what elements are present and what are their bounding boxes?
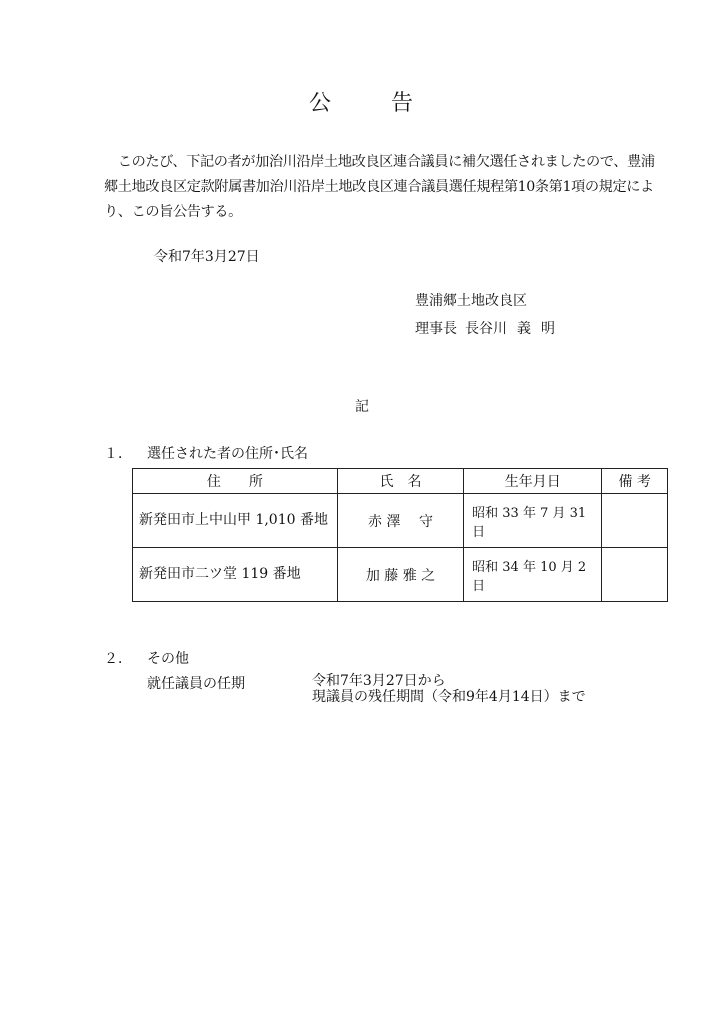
section2-number: ２． [104, 651, 132, 667]
issuer-representative [415, 318, 555, 338]
term-label: 就任議員の任期 [147, 676, 245, 692]
row1-birth-date: 昭和 33 年 7 月 31 日 [464, 494, 602, 548]
issuer-given-name-1: 義 [517, 321, 531, 337]
notice-date: 令和7年3月27日 [154, 249, 260, 265]
table-row [133, 494, 668, 548]
notice-body: このたび、下記の者が加治川沿岸土地改良区連合議員に補欠選任されましたので、豊浦郷土地改良区定款附属書加治川沿岸土地改良区連合議員選任規程第10条第1項の規定により、この旨公告する。 [104, 154, 655, 220]
row2-birth-date: 昭和 34 年 10 月 2 日 [464, 548, 602, 602]
table-header-row [133, 469, 668, 494]
issuer-title: 理事長 [415, 321, 457, 337]
section1-label: 選任された者の住所･氏名 [147, 446, 308, 462]
row2-remarks [602, 548, 668, 602]
row1-name: 赤 澤 守 [337, 494, 463, 548]
title-char-1: 公 [308, 91, 333, 116]
row1-address: 新発田市上中山甲 1,010 番地 [133, 494, 338, 548]
section1-number: １． [104, 446, 132, 462]
header-name: 氏 名 [337, 469, 463, 494]
row1-remarks [602, 494, 668, 548]
term-start: 令和7年3月27日から [312, 673, 446, 689]
ki-heading: 記 [355, 399, 369, 415]
header-address: 住 所 [133, 469, 338, 494]
issuer-organization: 豊浦郷土地改良区 [415, 293, 527, 309]
issuer-family-name: 長谷川 [465, 321, 507, 337]
header-birth-date: 生年月日 [464, 469, 602, 494]
term-end: 現議員の残任期間（令和9年4月14日）まで [312, 689, 586, 705]
row2-name: 加 藤 雅 之 [337, 548, 463, 602]
appointee-table [132, 468, 668, 602]
header-remarks: 備 考 [602, 469, 668, 494]
row2-address: 新発田市二ツ堂 119 番地 [133, 548, 338, 602]
table-row [133, 548, 668, 602]
issuer-given-name-2: 明 [541, 321, 555, 337]
title-char-2: 告 [391, 91, 416, 116]
page-title [0, 86, 724, 117]
section2-label: その他 [147, 651, 189, 667]
